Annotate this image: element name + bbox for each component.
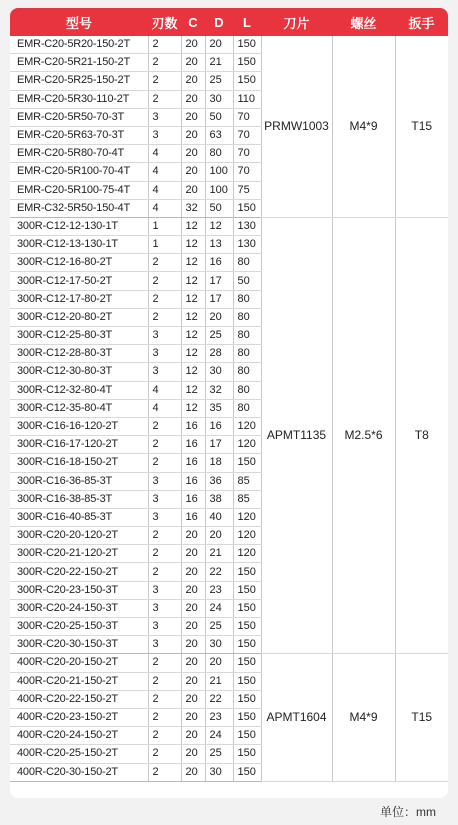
cell-d: 25 bbox=[205, 327, 233, 345]
cell-model: 400R-C20-30-150-2T bbox=[10, 763, 148, 781]
cell-model: EMR-C20-5R100-75-4T bbox=[10, 181, 148, 199]
cell-flutes: 4 bbox=[148, 381, 181, 399]
cell-c: 12 bbox=[181, 399, 205, 417]
cell-d: 20 bbox=[205, 36, 233, 54]
cell-flutes: 2 bbox=[148, 545, 181, 563]
cell-l: 70 bbox=[233, 108, 261, 126]
cell-l: 150 bbox=[233, 54, 261, 72]
cell-flutes: 3 bbox=[148, 126, 181, 144]
cell-flutes: 2 bbox=[148, 254, 181, 272]
cell-c: 20 bbox=[181, 163, 205, 181]
cell-model: 400R-C20-21-150-2T bbox=[10, 672, 148, 690]
cell-c: 20 bbox=[181, 708, 205, 726]
cell-c: 20 bbox=[181, 145, 205, 163]
cell-c: 16 bbox=[181, 454, 205, 472]
header-insert: 刀片 bbox=[261, 8, 332, 36]
cell-flutes: 3 bbox=[148, 618, 181, 636]
cell-d: 30 bbox=[205, 363, 233, 381]
cell-flutes: 2 bbox=[148, 527, 181, 545]
cell-d: 22 bbox=[205, 690, 233, 708]
cell-d: 17 bbox=[205, 436, 233, 454]
cell-model: 300R-C20-21-120-2T bbox=[10, 545, 148, 563]
cell-model: 300R-C20-30-150-3T bbox=[10, 636, 148, 654]
cell-c: 20 bbox=[181, 36, 205, 54]
cell-d: 50 bbox=[205, 108, 233, 126]
cell-d: 24 bbox=[205, 599, 233, 617]
cell-d: 28 bbox=[205, 345, 233, 363]
table-row bbox=[10, 654, 448, 672]
cell-model: 300R-C12-16-80-2T bbox=[10, 254, 148, 272]
cell-insert: PRMW1003 bbox=[261, 36, 332, 217]
cell-d: 20 bbox=[205, 308, 233, 326]
cell-l: 85 bbox=[233, 472, 261, 490]
cell-l: 85 bbox=[233, 490, 261, 508]
cell-flutes: 2 bbox=[148, 727, 181, 745]
cell-flutes: 3 bbox=[148, 327, 181, 345]
cell-flutes: 3 bbox=[148, 472, 181, 490]
cell-flutes: 2 bbox=[148, 654, 181, 672]
cell-l: 150 bbox=[233, 654, 261, 672]
cell-l: 150 bbox=[233, 672, 261, 690]
cell-c: 12 bbox=[181, 272, 205, 290]
cell-l: 120 bbox=[233, 436, 261, 454]
cell-l: 120 bbox=[233, 417, 261, 435]
cell-model: 300R-C20-20-120-2T bbox=[10, 527, 148, 545]
cell-l: 150 bbox=[233, 708, 261, 726]
cell-c: 20 bbox=[181, 618, 205, 636]
cell-d: 16 bbox=[205, 417, 233, 435]
cell-screw: M4*9 bbox=[332, 36, 395, 217]
cell-l: 80 bbox=[233, 327, 261, 345]
cell-d: 21 bbox=[205, 54, 233, 72]
cell-model: EMR-C20-5R50-70-3T bbox=[10, 108, 148, 126]
cell-model: 300R-C12-17-50-2T bbox=[10, 272, 148, 290]
cell-d: 30 bbox=[205, 90, 233, 108]
cell-d: 22 bbox=[205, 563, 233, 581]
cell-l: 150 bbox=[233, 199, 261, 217]
cell-d: 16 bbox=[205, 254, 233, 272]
cell-l: 80 bbox=[233, 254, 261, 272]
cell-c: 20 bbox=[181, 563, 205, 581]
cell-flutes: 2 bbox=[148, 36, 181, 54]
cell-c: 12 bbox=[181, 308, 205, 326]
cell-model: 300R-C20-25-150-3T bbox=[10, 618, 148, 636]
cell-model: 300R-C20-23-150-3T bbox=[10, 581, 148, 599]
cell-c: 16 bbox=[181, 417, 205, 435]
cell-insert: APMT1604 bbox=[261, 654, 332, 781]
cell-l: 80 bbox=[233, 399, 261, 417]
cell-c: 20 bbox=[181, 745, 205, 763]
cell-model: 300R-C12-32-80-4T bbox=[10, 381, 148, 399]
table-body bbox=[10, 36, 448, 781]
table-row bbox=[10, 217, 448, 235]
cell-c: 20 bbox=[181, 108, 205, 126]
cell-model: 300R-C12-13-130-1T bbox=[10, 236, 148, 254]
cell-model: EMR-C20-5R100-70-4T bbox=[10, 163, 148, 181]
cell-d: 50 bbox=[205, 199, 233, 217]
cell-model: EMR-C20-5R25-150-2T bbox=[10, 72, 148, 90]
cell-flutes: 1 bbox=[148, 236, 181, 254]
cell-model: EMR-C32-5R50-150-4T bbox=[10, 199, 148, 217]
cell-d: 100 bbox=[205, 163, 233, 181]
cell-model: EMR-C20-5R21-150-2T bbox=[10, 54, 148, 72]
cell-c: 12 bbox=[181, 217, 205, 235]
cell-insert: APMT1135 bbox=[261, 217, 332, 654]
cell-flutes: 3 bbox=[148, 363, 181, 381]
cell-d: 63 bbox=[205, 126, 233, 144]
header-d: D bbox=[205, 8, 233, 36]
cell-c: 12 bbox=[181, 345, 205, 363]
cell-flutes: 2 bbox=[148, 436, 181, 454]
cell-c: 12 bbox=[181, 290, 205, 308]
cell-d: 23 bbox=[205, 708, 233, 726]
cell-flutes: 1 bbox=[148, 217, 181, 235]
cell-l: 130 bbox=[233, 217, 261, 235]
cell-screw: M2.5*6 bbox=[332, 217, 395, 654]
cell-flutes: 3 bbox=[148, 508, 181, 526]
cell-flutes: 2 bbox=[148, 454, 181, 472]
cell-l: 150 bbox=[233, 690, 261, 708]
cell-c: 20 bbox=[181, 690, 205, 708]
cell-flutes: 3 bbox=[148, 108, 181, 126]
cell-model: 300R-C16-16-120-2T bbox=[10, 417, 148, 435]
cell-c: 12 bbox=[181, 254, 205, 272]
cell-d: 24 bbox=[205, 727, 233, 745]
cell-flutes: 4 bbox=[148, 199, 181, 217]
cell-model: 300R-C16-17-120-2T bbox=[10, 436, 148, 454]
cell-flutes: 2 bbox=[148, 708, 181, 726]
cell-d: 20 bbox=[205, 654, 233, 672]
cell-l: 70 bbox=[233, 145, 261, 163]
cell-d: 38 bbox=[205, 490, 233, 508]
cell-model: 300R-C12-12-130-1T bbox=[10, 217, 148, 235]
cell-d: 32 bbox=[205, 381, 233, 399]
cell-wrench: T15 bbox=[395, 36, 448, 217]
cell-c: 12 bbox=[181, 381, 205, 399]
cell-flutes: 3 bbox=[148, 599, 181, 617]
cell-flutes: 2 bbox=[148, 745, 181, 763]
cell-flutes: 3 bbox=[148, 581, 181, 599]
cell-l: 80 bbox=[233, 308, 261, 326]
table-header-row bbox=[10, 8, 448, 36]
cell-model: 300R-C20-24-150-3T bbox=[10, 599, 148, 617]
cell-d: 30 bbox=[205, 763, 233, 781]
cell-l: 80 bbox=[233, 345, 261, 363]
cell-c: 16 bbox=[181, 508, 205, 526]
cell-model: 400R-C20-24-150-2T bbox=[10, 727, 148, 745]
cell-flutes: 3 bbox=[148, 490, 181, 508]
cell-wrench: T15 bbox=[395, 654, 448, 781]
cell-d: 25 bbox=[205, 618, 233, 636]
cell-model: 300R-C12-28-80-3T bbox=[10, 345, 148, 363]
cell-flutes: 2 bbox=[148, 690, 181, 708]
cell-c: 20 bbox=[181, 181, 205, 199]
header-c: C bbox=[181, 8, 205, 36]
cell-flutes: 2 bbox=[148, 72, 181, 90]
cell-d: 40 bbox=[205, 508, 233, 526]
cell-flutes: 2 bbox=[148, 417, 181, 435]
spec-table-card bbox=[10, 8, 448, 798]
cell-model: 400R-C20-22-150-2T bbox=[10, 690, 148, 708]
cell-c: 16 bbox=[181, 472, 205, 490]
cell-d: 17 bbox=[205, 272, 233, 290]
cell-c: 20 bbox=[181, 727, 205, 745]
header-screw: 螺丝 bbox=[332, 8, 395, 36]
cell-l: 130 bbox=[233, 236, 261, 254]
cell-c: 20 bbox=[181, 599, 205, 617]
cell-flutes: 2 bbox=[148, 308, 181, 326]
cell-flutes: 4 bbox=[148, 163, 181, 181]
cell-c: 20 bbox=[181, 763, 205, 781]
cell-flutes: 4 bbox=[148, 181, 181, 199]
cell-l: 150 bbox=[233, 72, 261, 90]
header-wrench: 扳手 bbox=[395, 8, 448, 36]
cell-l: 110 bbox=[233, 90, 261, 108]
cell-c: 20 bbox=[181, 636, 205, 654]
cell-d: 30 bbox=[205, 636, 233, 654]
cell-model: 300R-C16-40-85-3T bbox=[10, 508, 148, 526]
cell-flutes: 4 bbox=[148, 145, 181, 163]
cell-l: 150 bbox=[233, 763, 261, 781]
cell-l: 80 bbox=[233, 381, 261, 399]
cell-l: 150 bbox=[233, 454, 261, 472]
cell-model: 300R-C12-35-80-4T bbox=[10, 399, 148, 417]
cell-d: 17 bbox=[205, 290, 233, 308]
cell-c: 12 bbox=[181, 327, 205, 345]
cell-model: EMR-C20-5R63-70-3T bbox=[10, 126, 148, 144]
cell-d: 35 bbox=[205, 399, 233, 417]
cell-model: 300R-C12-30-80-3T bbox=[10, 363, 148, 381]
cell-flutes: 2 bbox=[148, 54, 181, 72]
cell-d: 18 bbox=[205, 454, 233, 472]
cell-flutes: 2 bbox=[148, 272, 181, 290]
cell-model: 300R-C12-17-80-2T bbox=[10, 290, 148, 308]
cell-d: 25 bbox=[205, 745, 233, 763]
cell-l: 50 bbox=[233, 272, 261, 290]
header-flutes: 刃数 bbox=[148, 8, 181, 36]
cell-c: 20 bbox=[181, 72, 205, 90]
cell-flutes: 4 bbox=[148, 399, 181, 417]
cell-l: 70 bbox=[233, 126, 261, 144]
cell-l: 150 bbox=[233, 599, 261, 617]
cell-model: EMR-C20-5R20-150-2T bbox=[10, 36, 148, 54]
cell-model: 300R-C12-25-80-3T bbox=[10, 327, 148, 345]
cell-flutes: 2 bbox=[148, 563, 181, 581]
cell-l: 150 bbox=[233, 618, 261, 636]
cell-model: 400R-C20-23-150-2T bbox=[10, 708, 148, 726]
cell-model: 300R-C16-38-85-3T bbox=[10, 490, 148, 508]
cell-model: EMR-C20-5R30-110-2T bbox=[10, 90, 148, 108]
cell-l: 120 bbox=[233, 527, 261, 545]
cell-d: 13 bbox=[205, 236, 233, 254]
cell-l: 80 bbox=[233, 363, 261, 381]
cell-c: 16 bbox=[181, 490, 205, 508]
cell-c: 20 bbox=[181, 672, 205, 690]
cell-c: 20 bbox=[181, 527, 205, 545]
cell-l: 120 bbox=[233, 545, 261, 563]
cell-l: 150 bbox=[233, 36, 261, 54]
cell-wrench: T8 bbox=[395, 217, 448, 654]
cell-flutes: 3 bbox=[148, 345, 181, 363]
header-l: L bbox=[233, 8, 261, 36]
cell-flutes: 3 bbox=[148, 636, 181, 654]
cell-d: 36 bbox=[205, 472, 233, 490]
cell-d: 23 bbox=[205, 581, 233, 599]
spec-table bbox=[10, 8, 448, 782]
cell-flutes: 2 bbox=[148, 290, 181, 308]
cell-d: 20 bbox=[205, 527, 233, 545]
cell-d: 12 bbox=[205, 217, 233, 235]
cell-flutes: 2 bbox=[148, 672, 181, 690]
cell-c: 12 bbox=[181, 363, 205, 381]
cell-d: 80 bbox=[205, 145, 233, 163]
cell-c: 20 bbox=[181, 654, 205, 672]
cell-c: 20 bbox=[181, 126, 205, 144]
cell-c: 20 bbox=[181, 90, 205, 108]
cell-flutes: 2 bbox=[148, 90, 181, 108]
cell-c: 20 bbox=[181, 581, 205, 599]
cell-screw: M4*9 bbox=[332, 654, 395, 781]
cell-l: 80 bbox=[233, 290, 261, 308]
cell-c: 20 bbox=[181, 54, 205, 72]
cell-d: 21 bbox=[205, 672, 233, 690]
cell-model: 300R-C12-20-80-2T bbox=[10, 308, 148, 326]
cell-l: 150 bbox=[233, 745, 261, 763]
unit-label: 单位：mm bbox=[380, 805, 436, 819]
cell-c: 32 bbox=[181, 199, 205, 217]
cell-l: 150 bbox=[233, 563, 261, 581]
cell-flutes: 2 bbox=[148, 763, 181, 781]
cell-c: 12 bbox=[181, 236, 205, 254]
cell-model: 400R-C20-25-150-2T bbox=[10, 745, 148, 763]
cell-model: 400R-C20-20-150-2T bbox=[10, 654, 148, 672]
cell-l: 70 bbox=[233, 163, 261, 181]
header-model: 型号 bbox=[10, 8, 148, 36]
cell-l: 75 bbox=[233, 181, 261, 199]
cell-d: 25 bbox=[205, 72, 233, 90]
cell-d: 100 bbox=[205, 181, 233, 199]
cell-model: 300R-C16-18-150-2T bbox=[10, 454, 148, 472]
cell-l: 150 bbox=[233, 581, 261, 599]
cell-model: 300R-C16-36-85-3T bbox=[10, 472, 148, 490]
cell-model: EMR-C20-5R80-70-4T bbox=[10, 145, 148, 163]
cell-model: 300R-C20-22-150-2T bbox=[10, 563, 148, 581]
cell-c: 16 bbox=[181, 436, 205, 454]
cell-d: 21 bbox=[205, 545, 233, 563]
table-row bbox=[10, 36, 448, 54]
cell-l: 150 bbox=[233, 636, 261, 654]
cell-l: 150 bbox=[233, 727, 261, 745]
cell-c: 20 bbox=[181, 545, 205, 563]
cell-l: 120 bbox=[233, 508, 261, 526]
